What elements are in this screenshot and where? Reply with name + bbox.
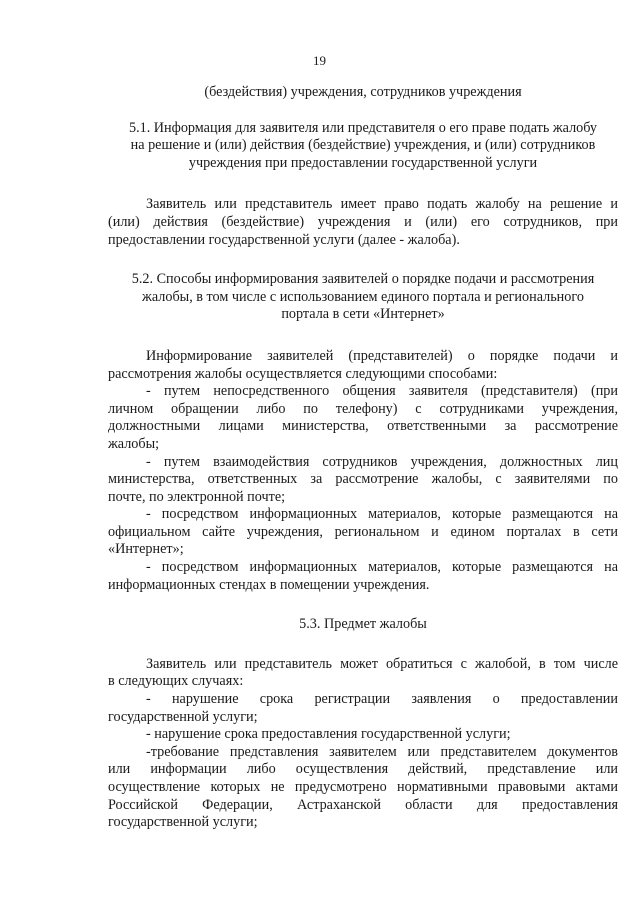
- list-item-line: почте, по электронной почте;: [108, 488, 286, 505]
- paragraph-line: предоставлении государственной услуги (далее - жалоба).: [108, 231, 460, 248]
- heading-line: 5.1. Информация для заявителя или представителя о его праве подать жалобу: [128, 119, 598, 136]
- list-item-line: осуществление которых не предусмотрено нормативными правовыми актами: [108, 779, 618, 795]
- heading-line: портала в сети «Интернет»: [281, 306, 445, 323]
- section-5-2-intro: [108, 348, 618, 383]
- list-item-line: - посредством информационных материалов, которые размещаются на: [146, 559, 618, 576]
- paragraph-line: Информирование заявителей (представителей) о порядке подачи и: [146, 347, 618, 364]
- list-item: [108, 383, 618, 453]
- paragraph-line: Заявитель или представитель может обратиться с жалобой, в том числе: [146, 655, 618, 672]
- list-item: [108, 506, 618, 559]
- heading-line: учреждения при предоставлении государственной услуги: [188, 154, 538, 171]
- list-item: [108, 691, 618, 726]
- list-item-line: - путем непосредственного общения заявителя (представителя) (при: [146, 383, 618, 400]
- paragraph-line: рассмотрения жалобы осуществляется следующими способами:: [108, 365, 498, 382]
- list-item-line: должностными лицами министерства, ответственными за рассмотрение: [108, 418, 618, 435]
- list-item: [108, 726, 618, 744]
- list-item: [108, 559, 618, 594]
- heading-line: 5.3. Предмет жалобы: [299, 616, 427, 633]
- section-5-3-heading: [108, 616, 618, 634]
- list-item-line: информационных стендах в помещении учреждения.: [108, 576, 430, 593]
- page-number: 19: [313, 53, 326, 68]
- list-item-line: -требование представления заявителем или представителем документов: [146, 743, 618, 760]
- section-5-2-heading: [108, 271, 618, 324]
- list-item: [108, 454, 618, 507]
- section-5-1-paragraph: [108, 196, 618, 249]
- list-item-line: государственной услуги;: [108, 814, 258, 831]
- continued-heading-line: (бездействия) учреждения, сотрудников учреждения: [204, 84, 522, 100]
- list-item-line: или информации либо осуществления действий, представление или: [108, 761, 618, 778]
- section-5-1-heading: [108, 120, 618, 173]
- list-item-line: - посредством информационных материалов, которые размещаются на: [146, 506, 618, 523]
- list-item-line: государственной услуги;: [108, 708, 258, 725]
- heading-line: жалобы, в том числе с использованием единого портала и регионального: [142, 288, 584, 305]
- section-5-3-intro: [108, 656, 618, 691]
- continued-heading: [108, 84, 618, 102]
- list-item-line: - путем взаимодействия сотрудников учреждения, должностных лиц: [146, 453, 618, 470]
- page-content: [108, 84, 618, 832]
- list-item-line: официальном сайте учреждения, региональном и едином порталах в сети: [108, 523, 618, 540]
- list-item-line: министерства, ответственных за рассмотрение жалобы, с заявителями по: [108, 471, 618, 488]
- paragraph-line: (или) действия (бездействие) учреждения и (или) его сотрудников, при: [108, 213, 618, 230]
- list-item-line: - нарушение срока предоставления государственной услуги;: [146, 726, 511, 743]
- list-item-line: личном обращении либо по телефону) с сотрудниками учреждения,: [108, 400, 618, 417]
- list-item-line: «Интернет»;: [108, 541, 184, 558]
- list-item-line: Российской Федерации, Астраханской области для предоставления: [108, 796, 618, 813]
- list-item-line: - нарушение срока регистрации заявления о предоставлении: [146, 691, 618, 708]
- list-item-line: жалобы;: [108, 435, 160, 452]
- heading-line: на решение и (или) действия (бездействие) учреждения, и (или) сотрудников: [130, 137, 596, 154]
- heading-line: 5.2. Способы информирования заявителей о порядке подачи и рассмотрения: [131, 271, 595, 288]
- list-item: [108, 744, 618, 832]
- paragraph-line: Заявитель или представитель имеет право подать жалобу на решение и: [146, 196, 618, 213]
- paragraph-line: в следующих случаях:: [108, 673, 244, 690]
